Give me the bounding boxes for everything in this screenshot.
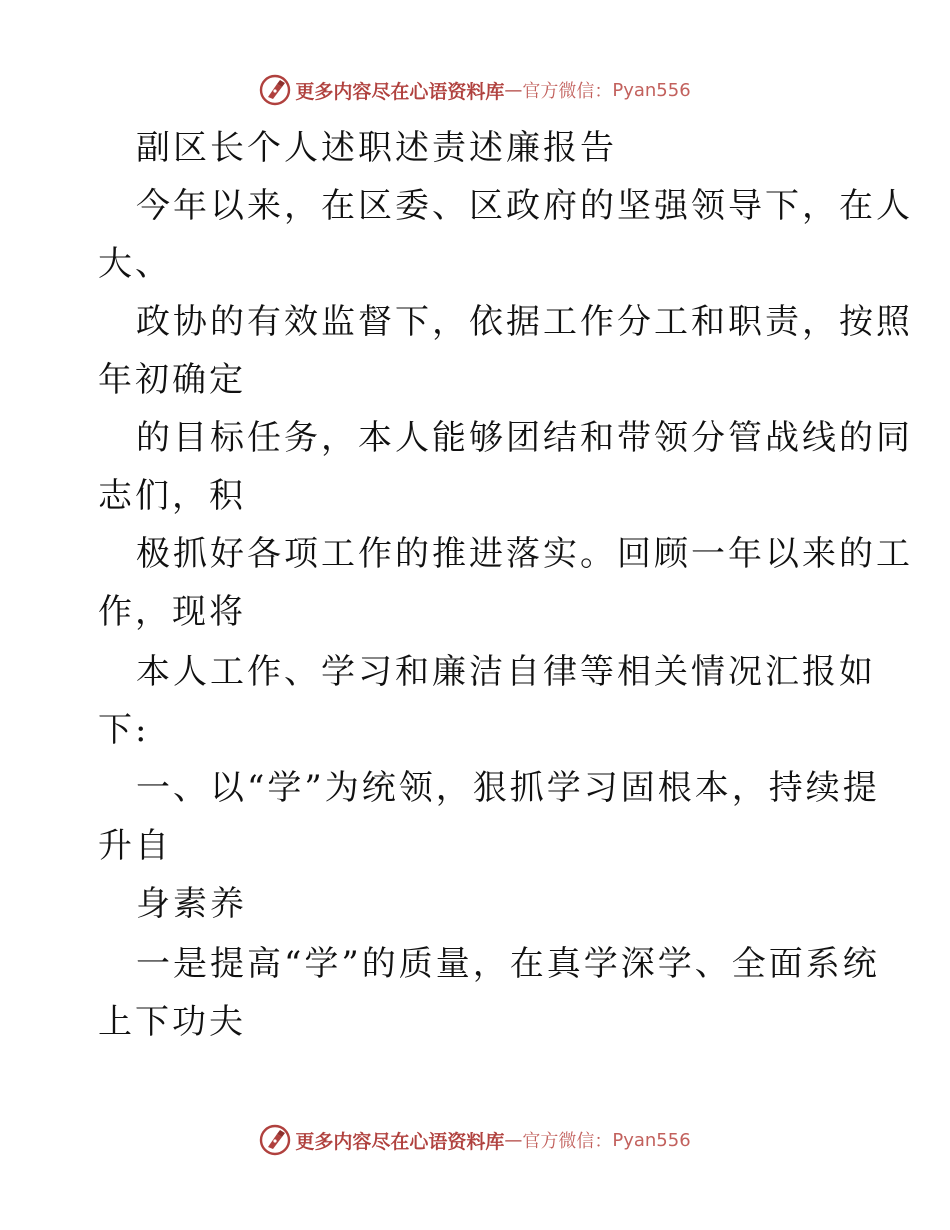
paragraph-line: 的目标任务，本人能够团结和带领分管战线的同 — [136, 418, 913, 458]
footer-watermark — [0, 1122, 950, 1158]
watermark-separator: — — [504, 1129, 523, 1151]
pen-nib-logo-icon — [259, 74, 291, 106]
paragraph-line: 年初确定 — [98, 360, 246, 400]
pen-nib-logo-icon — [259, 1124, 291, 1156]
section-heading-line: 身素养 — [136, 884, 247, 924]
watermark-label: 官方微信： — [522, 1131, 613, 1152]
header-watermark — [0, 72, 950, 108]
section-heading-line: 一、以“学”为统领，狠抓学习固根本，持续提 — [136, 768, 880, 808]
paragraph-line: 志们，积 — [98, 476, 246, 516]
watermark-label: 官方微信： — [522, 81, 613, 102]
paragraph-line: 政协的有效监督下，依据工作分工和职责，按照 — [136, 302, 913, 342]
paragraph-line: 今年以来，在区委、区政府的坚强领导下，在人 — [136, 186, 913, 226]
watermark-brand-text: 更多内容尽在心语资料库 — [295, 1130, 505, 1153]
paragraph-line: 作，现将 — [98, 592, 246, 632]
paragraph-line: 本人工作、学习和廉洁自律等相关情况汇报如 — [136, 652, 876, 692]
paragraph-line: 大、 — [98, 244, 172, 284]
document-title: 副区长个人述职述责述廉报告 — [136, 128, 617, 168]
watermark-account: Pyan556 — [612, 1129, 691, 1151]
paragraph-line: 一是提高“学”的质量，在真学深学、全面系统 — [136, 944, 880, 984]
watermark-account: Pyan556 — [612, 79, 691, 101]
section-heading-line: 升自 — [98, 826, 172, 866]
paragraph-line: 极抓好各项工作的推进落实。回顾一年以来的工 — [136, 534, 913, 574]
watermark-brand-text: 更多内容尽在心语资料库 — [295, 80, 505, 103]
paragraph-line: 上下功夫 — [98, 1002, 246, 1042]
paragraph-line: 下: — [98, 710, 150, 750]
watermark-separator: — — [504, 79, 523, 101]
